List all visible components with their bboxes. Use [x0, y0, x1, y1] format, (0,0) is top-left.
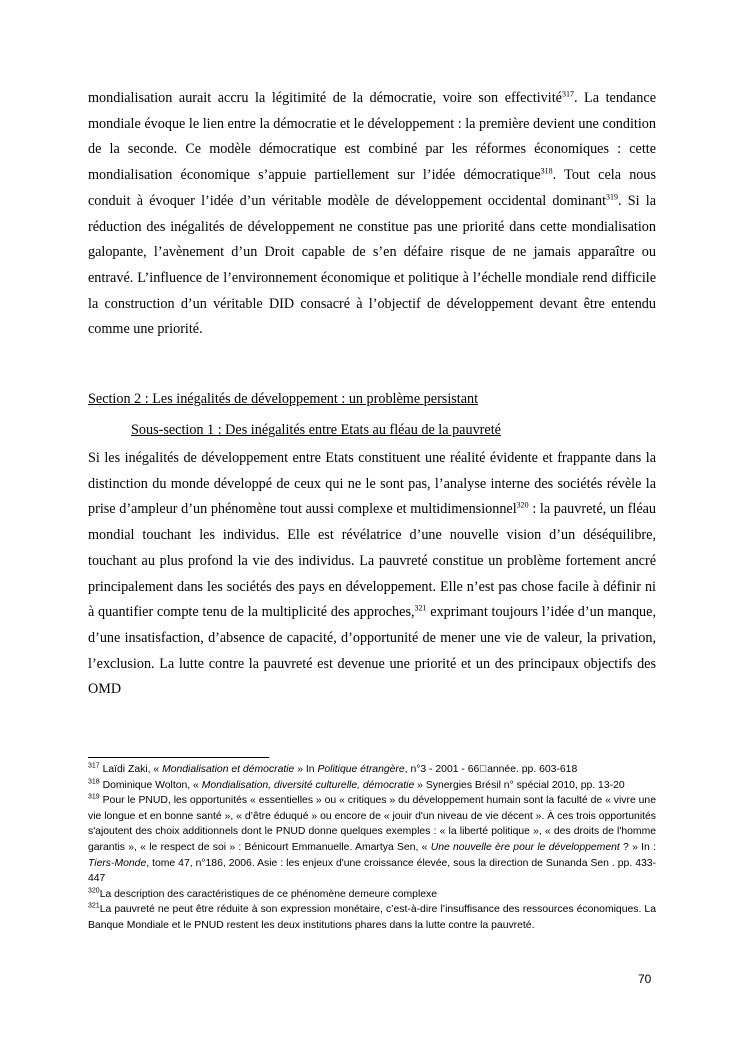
text-run: , tome 47, n°186, 2006. Asie : les enjeux d'une croissance élevée, sous la direction de Sunanda Sen . pp. 433-447	[88, 857, 656, 885]
footnote-number: 317	[88, 762, 100, 770]
text-run: , n°3 - 2001 - 66 année. pp. 603-618	[404, 764, 578, 775]
text-run: Pour le PNUD, les opportunités « essentielles » ou « critiques » du développement humain sont la faculté de « vivre une vie longue et en bonne santé », « d’être éduqué » ou encore de « jouir d'un niveau de vie décent ». À ces trois opportunités s'ajoutent des choix additionnels dont le PNUD donne quelques exemples : « la liberté politique », « des droits de l'homme garantis », « le respect de soi » : Bénicourt Emmanuelle. Amartya Sen, «	[88, 795, 656, 853]
text-run: . Tout cela nous conduit à évoquer l’idée d’un véritable modèle de développement occidental dominant	[88, 167, 657, 209]
footnote-319	[88, 793, 656, 887]
text-run: ? » In :	[619, 841, 656, 853]
text-run: » Synergies Brésil n° spécial 2010, pp. 13-20	[414, 779, 625, 791]
footnote-ref-320[interactable]: 320	[516, 500, 529, 510]
text-run: La pauvreté ne peut être réduite à son expression monétaire, c’est-à-dire l’insuffisance des ressources économiques. La Banque Mondiale et le PNUD restent les deux institutions phares dans la lutte contre la pauvreté.	[88, 904, 656, 931]
text-run: Laïdi Zaki, «	[99, 764, 163, 775]
text-run: . La tendance mondiale évoque le lien entre la démocratie et le développement : la première devient une condition de la seconde. Ce modèle démocratique est combiné par les réformes économiques : cette mondialisation économique s’appuie partiellement sur l’idée démocratique	[88, 90, 656, 184]
citation-title: Mondialisation et démocratie	[162, 764, 295, 775]
footnote-number: 319	[88, 793, 100, 801]
text-run: La description des caractéristiques de ce phénomène demeure complexe	[99, 888, 438, 900]
footnote-317	[88, 762, 656, 778]
text-run: . Si la réduction des inégalités de développement ne constitue pas une priorité dans cette mondialisation galopante, l’avènement d’un Droit capable de s’en défaire risque de ne jamais apparaître ou entravé. L’influence de l’environnement économique et politique à l’échelle mondiale rend difficile la construction d’un véritable DID consacré à l’objectif de développement devant être entendu comme une priorité.	[88, 192, 656, 338]
footnotes	[88, 762, 656, 934]
footnote-number: 318	[88, 778, 100, 786]
footnote-number: 320	[88, 887, 100, 895]
text-run: exprimant toujours l’idée d’un manque, d’une insatisfaction, d’absence de capacité, d’opportunité de mener une vie de valeur, la privation, l’exclusion. La lutte contre la pauvreté est devenue une priorité et un des principaux objectifs des OMD	[88, 604, 656, 698]
footnote-321	[88, 902, 656, 933]
body-paragraph-1	[88, 86, 656, 343]
text-run: : la pauvreté, un fléau mondial touchant les individus. Elle est révélatrice d’une nouvelle vision d’un déséquilibre, touchant au plus profond la vie des individus. La pauvreté constitue un problème fortement ancré principalement dans les sociétés des pays en développement. Elle n’est pas chose facile à définir ni à quantifier compte tenu de la multiplicité des approches,	[88, 501, 657, 621]
journal-title: Tiers-Monde	[88, 857, 147, 869]
footnote-ref-319[interactable]: 319	[606, 192, 619, 202]
citation-title: Une nouvelle ère pour le développement	[430, 841, 620, 853]
text-run: Si les inégalités de développement entre Etats constituent une réalité évidente et frappante dans la distinction du monde développé de ceux qui ne le sont pas, l’analyse interne des sociétés révèle la prise d’ampleur d’un phénomène tout aussi complexe et multidimensionnel	[88, 450, 656, 518]
text-run: » In	[294, 764, 318, 775]
footnote-318	[88, 778, 656, 794]
footnote-ref-317[interactable]: 317	[561, 89, 574, 99]
page-number: 70	[638, 972, 652, 986]
subsection-heading: Sous-section 1 : Des inégalités entre Etats au fléau de la pauvreté	[131, 422, 501, 438]
footnote-ref-321[interactable]: 321	[414, 603, 427, 613]
journal-title: Politique étrangère	[317, 764, 405, 775]
footnote-ref-318[interactable]: 318	[540, 166, 553, 176]
footnote-number: 321	[88, 902, 100, 910]
text-run: mondialisation aurait accru la légitimité de la démocratie, voire son effectivité	[88, 90, 562, 106]
citation-title: Mondialisation, diversité culturelle, démocratie	[201, 779, 415, 791]
body-paragraph-2	[88, 446, 656, 703]
footnote-320	[88, 887, 656, 903]
section-heading: Section 2 : Les inégalités de développement : un problème persistant	[88, 391, 479, 407]
text-run: Dominique Wolton, «	[99, 779, 202, 791]
footnote-separator	[88, 757, 269, 758]
